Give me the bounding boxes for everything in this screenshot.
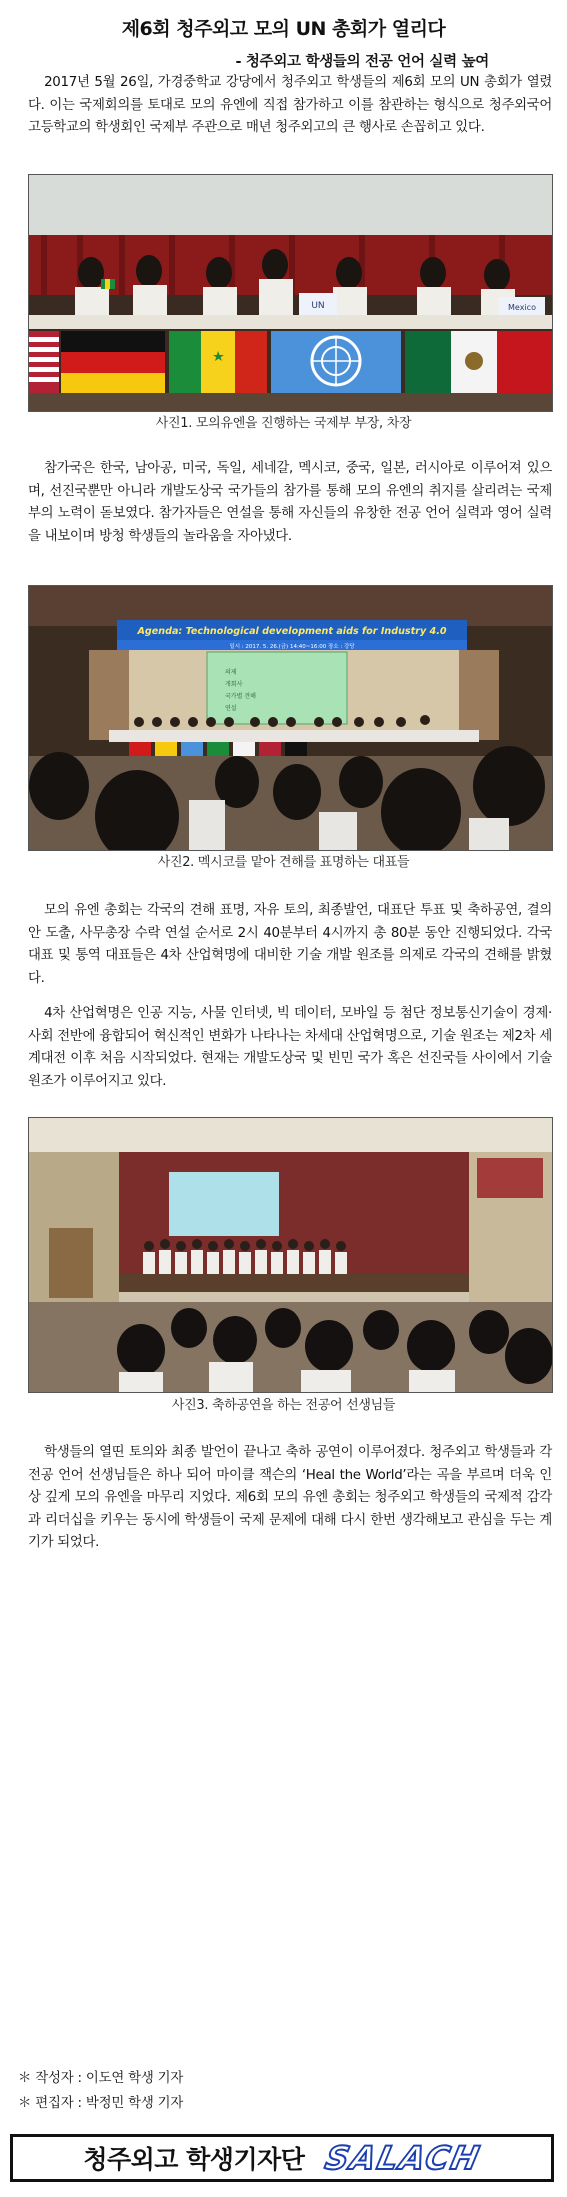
footer-banner bbox=[10, 2134, 554, 2182]
credit-editor: ＊ 편집자 : 박정민 학생 기자 bbox=[18, 2096, 184, 2111]
photo-3 bbox=[28, 1117, 553, 1393]
paragraph-2: 참가국은 한국, 남아공, 미국, 독일, 세네갈, 멕시코, 중국, 일본, 러시아로 이루어져 있으며, 선진국뿐만 아니라 개발도상국 국가들의 참가를 통해 모의 유엔의 취지를 살리려는 국제부의 노력이 돋보였다. 참가자들은 연설을 통해 자신들의 유창한 전공 언어 실력과 영어 실력을 내보이며 방청 학생들의 놀라움을 자아냈다. bbox=[28, 461, 552, 544]
photo-1-image bbox=[29, 175, 552, 411]
photo-3-caption: 사진3. 축하공연을 하는 전공어 선생님들 bbox=[171, 1398, 396, 1413]
screen-item-2: 개회사 bbox=[225, 681, 243, 688]
banner-date: 일시 : 2017. 5. 26.(금) 14:40~16:00 장소 : 강당 bbox=[229, 644, 355, 650]
sign-mexico: Mexico bbox=[508, 303, 536, 312]
article-title: 제6회 청주외고 모의 UN 총회가 열리다 bbox=[121, 18, 446, 40]
paragraph-4: 4차 산업혁명은 인공 지능, 사물 인터넷, 빅 데이터, 모바일 등 첨단 정보통신기술이 경제·사회 전반에 융합되어 혁신적인 변화가 나타나는 차세대 산업혁명으로, 기술 원조는 제2차 세계대전 이후 처음 시작되었다. 현재는 개발도상국 및 빈민 국가 혹은 선진국들 사이에서 기술 원조가 이루어지고 있다. bbox=[28, 1006, 552, 1089]
paragraph-5: 학생들의 열띤 토의와 최종 발언이 끝나고 축하 공연이 이루어졌다. 청주외고 학생들과 각 전공 언어 선생님들은 하나 되어 마이클 잭슨의 ‘Heal the World’라는 곡을 부르며 더욱 인상 깊게 모의 유엔을 마무리 지었다. 제6회 모의 유엔 총회는 청주외고 학생들의 국제적 감각과 리더십을 키우는 동시에 학생들이 국제 문제에 대해 다시 한번 생각해보고 관심을 두는 계기가 되었다. bbox=[28, 1445, 552, 1550]
footer-name: 청주외고 학생기자단 bbox=[83, 2145, 305, 2174]
credit-writer: ＊ 작성자 : 이도연 학생 기자 bbox=[18, 2071, 184, 2086]
footer-logo: SALACH bbox=[322, 2139, 485, 2177]
photo-1-caption: 사진1. 모의유엔을 진행하는 국제부 부장, 차장 bbox=[155, 416, 412, 431]
banner-agenda: Agenda: Technological development aids for Industry 4.0 bbox=[137, 626, 447, 637]
paragraph-3: 모의 유엔 총회는 각국의 견해 표명, 자유 토의, 최종발언, 대표단 투표 및 축하공연, 결의안 도출, 사무총장 수락 연설 순서로 2시 40분부터 4시까지 총 80분 동안 진행되었다. 각국 대표 및 통역 대표들은 4차 산업혁명에 대비한 기술 개발 원조를 의제로 각국의 견해를 밝혔다. bbox=[28, 903, 552, 986]
article-subtitle: - 청주외고 학생들의 전공 언어 실력 높여 bbox=[235, 54, 489, 70]
paragraph-1: 2017년 5월 26일, 가경중학교 강당에서 청주외고 학생들의 제6회 모의 UN 총회가 열렸다. 이는 국제회의를 토대로 모의 유엔에 직접 참가하고 이를 참관하는 형식으로 청주외국어고등학교의 학생회인 국제부 주관으로 매년 청주외고의 큰 행사로 손꼽히고 있다. bbox=[28, 75, 552, 135]
photo-2-caption: 사진2. 멕시코를 맡아 견해를 표명하는 대표들 bbox=[157, 855, 410, 870]
sign-un: UN bbox=[311, 301, 325, 311]
screen-item-1: 의제 bbox=[225, 669, 237, 676]
photo-1 bbox=[28, 174, 553, 412]
photo-2 bbox=[28, 585, 553, 851]
screen-item-3: 국가별 견해 bbox=[225, 693, 256, 700]
photo-3-image bbox=[29, 1118, 552, 1392]
photo-2-image bbox=[29, 586, 552, 850]
screen-item-4: 연설 bbox=[225, 705, 237, 712]
